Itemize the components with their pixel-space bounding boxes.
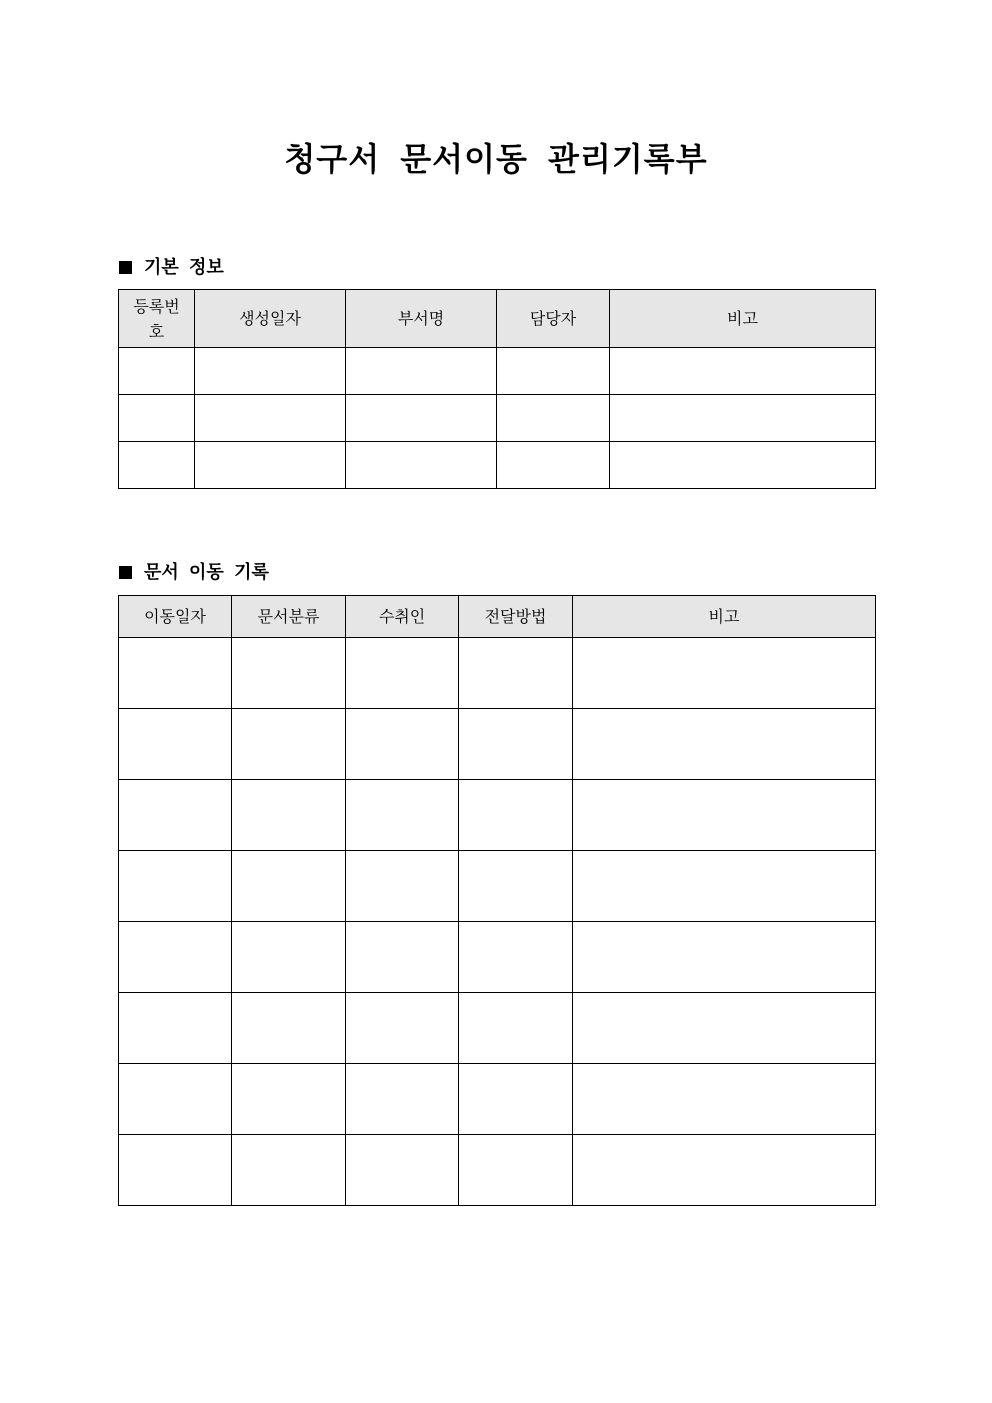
column-header-remarks: 비고	[610, 290, 876, 348]
table-cell[interactable]	[232, 638, 346, 709]
document-title: 청구서 문서이동 관리기록부	[284, 140, 708, 178]
table-cell[interactable]	[346, 442, 497, 489]
table-cell[interactable]	[573, 780, 876, 851]
table-row	[119, 851, 876, 922]
table-cell[interactable]	[459, 993, 573, 1064]
table-cell[interactable]	[573, 922, 876, 993]
basic-info-table	[118, 289, 876, 489]
table-row	[119, 780, 876, 851]
column-header-delivery-method: 전달방법	[459, 596, 573, 638]
movement-log-heading-text: 문서 이동 기록	[144, 562, 269, 583]
table-row	[119, 1135, 876, 1206]
table-row	[119, 709, 876, 780]
column-header-registration-number: 등록번호	[119, 290, 195, 348]
basic-info-heading	[119, 253, 224, 279]
table-cell[interactable]	[119, 638, 232, 709]
table-cell[interactable]	[119, 442, 195, 489]
table-cell[interactable]	[573, 1064, 876, 1135]
table-cell[interactable]	[497, 442, 610, 489]
table-cell[interactable]	[346, 395, 497, 442]
column-header-department: 부서명	[346, 290, 497, 348]
table-cell[interactable]	[573, 638, 876, 709]
table-cell[interactable]	[346, 348, 497, 395]
table-cell[interactable]	[119, 1135, 232, 1206]
table-cell[interactable]	[346, 851, 459, 922]
table-cell[interactable]	[573, 851, 876, 922]
table-row	[119, 348, 876, 395]
basic-info-heading-text: 기본 정보	[144, 257, 224, 278]
table-cell[interactable]	[459, 851, 573, 922]
table-cell[interactable]	[497, 348, 610, 395]
square-bullet-icon	[119, 261, 132, 274]
table-row	[119, 1064, 876, 1135]
table-cell[interactable]	[195, 442, 346, 489]
column-header-move-date: 이동일자	[119, 596, 232, 638]
table-cell[interactable]	[346, 1135, 459, 1206]
table-cell[interactable]	[346, 638, 459, 709]
table-header-row	[119, 290, 876, 348]
column-header-document-category: 문서분류	[232, 596, 346, 638]
table-cell[interactable]	[232, 1064, 346, 1135]
square-bullet-icon	[119, 566, 132, 579]
table-cell[interactable]	[610, 442, 876, 489]
table-cell[interactable]	[119, 922, 232, 993]
table-cell[interactable]	[459, 1135, 573, 1206]
table-cell[interactable]	[119, 709, 232, 780]
table-row	[119, 993, 876, 1064]
table-cell[interactable]	[573, 709, 876, 780]
table-cell[interactable]	[610, 348, 876, 395]
table-cell[interactable]	[195, 395, 346, 442]
table-cell[interactable]	[459, 638, 573, 709]
table-cell[interactable]	[232, 1135, 346, 1206]
table-cell[interactable]	[459, 780, 573, 851]
table-cell[interactable]	[346, 1064, 459, 1135]
column-header-manager: 담당자	[497, 290, 610, 348]
table-cell[interactable]	[119, 348, 195, 395]
table-cell[interactable]	[346, 780, 459, 851]
table-header-row	[119, 596, 876, 638]
table-cell[interactable]	[573, 1135, 876, 1206]
column-header-remarks: 비고	[573, 596, 876, 638]
table-cell[interactable]	[119, 395, 195, 442]
movement-log-heading	[119, 558, 269, 584]
table-cell[interactable]	[497, 395, 610, 442]
table-cell[interactable]	[459, 1064, 573, 1135]
table-cell[interactable]	[459, 709, 573, 780]
table-row	[119, 922, 876, 993]
table-cell[interactable]	[459, 922, 573, 993]
table-cell[interactable]	[573, 993, 876, 1064]
table-cell[interactable]	[232, 922, 346, 993]
table-cell[interactable]	[119, 780, 232, 851]
table-cell[interactable]	[346, 922, 459, 993]
table-row	[119, 442, 876, 489]
table-cell[interactable]	[232, 993, 346, 1064]
movement-log-table	[118, 595, 876, 1206]
column-header-created-date: 생성일자	[195, 290, 346, 348]
table-cell[interactable]	[232, 709, 346, 780]
table-cell[interactable]	[119, 1064, 232, 1135]
column-header-recipient: 수취인	[346, 596, 459, 638]
table-cell[interactable]	[346, 709, 459, 780]
table-cell[interactable]	[610, 395, 876, 442]
table-cell[interactable]	[346, 993, 459, 1064]
table-cell[interactable]	[232, 851, 346, 922]
table-row	[119, 638, 876, 709]
table-row	[119, 395, 876, 442]
table-cell[interactable]	[119, 851, 232, 922]
table-cell[interactable]	[195, 348, 346, 395]
table-cell[interactable]	[232, 780, 346, 851]
table-cell[interactable]	[119, 993, 232, 1064]
